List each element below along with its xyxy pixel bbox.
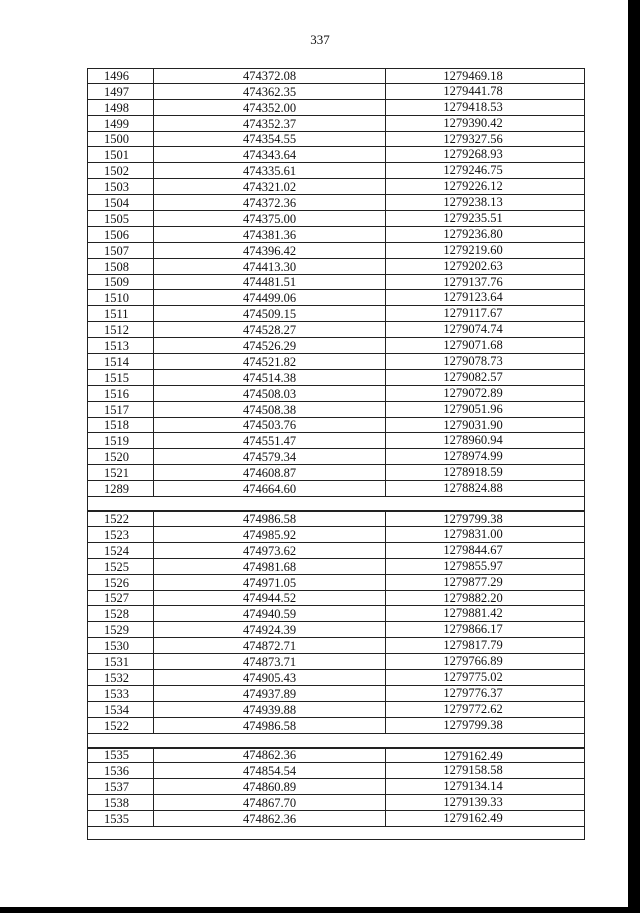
x-coordinate-cell: 474372.08 [154,69,386,83]
point-number-cell: 1508 [88,259,154,274]
point-number-cell: 1499 [88,116,154,131]
y-coordinate-cell: 1279441.78 [443,83,503,98]
x-coordinate-cell: 474867.70 [154,795,386,810]
x-coordinate-cell: 474940.59 [154,606,386,621]
y-coordinate-cell: 1278960.94 [443,433,503,448]
point-number-cell: 1522 [88,718,154,733]
y-coordinate-cell: 1279469.18 [443,69,503,83]
y-coordinate-cell: 1279123.64 [443,290,503,305]
y-coordinate-cell: 1279235.51 [443,211,503,226]
table-section [87,511,585,733]
point-number-cell: 1525 [88,559,154,574]
y-coordinate-cell: 1279799.38 [443,717,503,732]
point-number-cell: 1516 [88,386,154,401]
table-row [87,402,585,418]
x-coordinate-cell: 474352.00 [154,100,386,115]
table-row [87,718,585,734]
y-coordinate-cell: 1279202.63 [443,258,503,273]
y-coordinate-cell: 1279071.68 [443,338,503,353]
x-coordinate-cell: 474854.54 [154,763,386,778]
x-coordinate-cell: 474944.52 [154,591,386,606]
point-number-cell: 1504 [88,195,154,210]
x-coordinate-cell: 474862.36 [154,749,386,763]
point-number-cell: 1505 [88,211,154,226]
table-row [87,354,585,370]
point-number-cell: 1511 [88,306,154,321]
table-row [87,147,585,163]
y-coordinate-cell: 1279117.67 [443,306,503,321]
x-coordinate-cell: 474862.36 [154,811,386,826]
table-row [87,338,585,354]
x-coordinate-cell: 474526.29 [154,338,386,353]
table-row [87,211,585,227]
y-coordinate-cell: 1279855.97 [443,558,503,573]
y-coordinate-cell: 1279776.37 [443,685,503,700]
y-coordinate-cell: 1279162.49 [443,811,503,826]
x-coordinate-cell: 474514.38 [154,370,386,385]
x-coordinate-cell: 474664.60 [154,481,386,496]
point-number-cell: 1531 [88,654,154,669]
y-coordinate-cell: 1279882.20 [443,590,503,605]
y-coordinate-cell: 1279418.53 [443,99,503,114]
table-row [87,638,585,654]
x-coordinate-cell: 474924.39 [154,622,386,637]
x-coordinate-cell: 474551.47 [154,433,386,448]
point-number-cell: 1502 [88,163,154,178]
x-coordinate-cell: 474608.87 [154,465,386,480]
point-number-cell: 1498 [88,100,154,115]
x-coordinate-cell: 474981.68 [154,559,386,574]
table-row [87,116,585,132]
table-row [87,275,585,291]
section-separator-row [87,827,585,840]
y-coordinate-cell: 1279134.14 [443,779,503,794]
table-section [87,748,585,827]
section-separator-row [87,734,585,748]
x-coordinate-cell: 474937.89 [154,686,386,701]
x-coordinate-cell: 474362.35 [154,84,386,99]
x-coordinate-cell: 474352.37 [154,116,386,131]
table-row [87,622,585,638]
table-row [87,559,585,575]
y-coordinate-cell: 1279866.17 [443,622,503,637]
table-row [87,322,585,338]
table-row [87,227,585,243]
y-coordinate-cell: 1279236.80 [443,226,503,241]
point-number-cell: 1506 [88,227,154,242]
table-row [87,290,585,306]
x-coordinate-cell: 474343.64 [154,147,386,162]
point-number-cell: 1524 [88,543,154,558]
table-row [87,84,585,100]
point-number-cell: 1500 [88,132,154,147]
point-number-cell: 1503 [88,179,154,194]
y-coordinate-cell: 1279831.00 [443,526,503,541]
y-coordinate-cell: 1279139.33 [443,795,503,810]
table-row [87,606,585,622]
y-coordinate-cell: 1279226.12 [443,179,503,194]
point-number-cell: 1497 [88,84,154,99]
x-coordinate-cell: 474905.43 [154,670,386,685]
point-number-cell: 1514 [88,354,154,369]
x-coordinate-cell: 474971.05 [154,575,386,590]
x-coordinate-cell: 474986.58 [154,718,386,733]
y-coordinate-cell: 1279775.02 [443,669,503,684]
point-number-cell: 1509 [88,275,154,290]
coordinate-table [87,68,585,840]
table-row [87,511,585,527]
point-number-cell: 1501 [88,147,154,162]
table-row [87,386,585,402]
point-number-cell: 1527 [88,591,154,606]
point-number-cell: 1532 [88,670,154,685]
table-row [87,779,585,795]
y-coordinate-cell: 1279137.76 [443,274,503,289]
y-coordinate-cell: 1278918.59 [443,465,503,480]
point-number-cell: 1517 [88,402,154,417]
x-coordinate-cell: 474939.88 [154,702,386,717]
point-number-cell: 1533 [88,686,154,701]
table-row [87,543,585,559]
point-number-cell: 1538 [88,795,154,810]
x-coordinate-cell: 474528.27 [154,322,386,337]
y-coordinate-cell: 1279877.29 [443,574,503,589]
y-coordinate-cell: 1279074.74 [443,322,503,337]
point-number-cell: 1534 [88,702,154,717]
table-row [87,465,585,481]
table-row [87,195,585,211]
x-coordinate-cell: 474521.82 [154,354,386,369]
point-number-cell: 1289 [88,481,154,496]
x-coordinate-cell: 474973.62 [154,543,386,558]
table-row [87,670,585,686]
point-number-cell: 1537 [88,779,154,794]
x-coordinate-cell: 474985.92 [154,527,386,542]
x-coordinate-cell: 474986.58 [154,512,386,526]
x-coordinate-cell: 474872.71 [154,638,386,653]
x-coordinate-cell: 474354.55 [154,132,386,147]
table-row [87,763,585,779]
table-row [87,370,585,386]
x-coordinate-cell: 474481.51 [154,275,386,290]
x-coordinate-cell: 474873.71 [154,654,386,669]
x-coordinate-cell: 474508.03 [154,386,386,401]
table-row [87,449,585,465]
table-row [87,179,585,195]
table-row [87,259,585,275]
page-number: 337 [310,32,330,47]
table-section [87,68,585,497]
y-coordinate-cell: 1279390.42 [443,115,503,130]
x-coordinate-cell: 474335.61 [154,163,386,178]
point-number-cell: 1530 [88,638,154,653]
table-row [87,591,585,607]
x-coordinate-cell: 474499.06 [154,290,386,305]
y-coordinate-cell: 1279158.58 [443,763,503,778]
x-coordinate-cell: 474372.36 [154,195,386,210]
point-number-cell: 1518 [88,418,154,433]
table-row [87,654,585,670]
y-coordinate-cell: 1279327.56 [443,131,503,146]
point-number-cell: 1523 [88,527,154,542]
table-row [87,811,585,827]
table-row [87,68,585,84]
table-row [87,575,585,591]
y-coordinate-cell: 1279772.62 [443,701,503,716]
x-coordinate-cell: 474375.00 [154,211,386,226]
point-number-cell: 1515 [88,370,154,385]
point-number-cell: 1521 [88,465,154,480]
x-coordinate-cell: 474579.34 [154,449,386,464]
x-coordinate-cell: 474381.36 [154,227,386,242]
y-coordinate-cell: 1279246.75 [443,163,503,178]
point-number-cell: 1496 [88,69,154,83]
table-row [87,686,585,702]
x-coordinate-cell: 474321.02 [154,179,386,194]
y-coordinate-cell: 1279238.13 [443,195,503,210]
table-row [87,132,585,148]
y-coordinate-cell: 1279219.60 [443,242,503,257]
point-number-cell: 1536 [88,763,154,778]
point-number-cell: 1510 [88,290,154,305]
y-coordinate-cell: 1279031.90 [443,417,503,432]
point-number-cell: 1522 [88,512,154,526]
point-number-cell: 1528 [88,606,154,621]
point-number-cell: 1535 [88,811,154,826]
y-coordinate-cell: 1279162.49 [443,748,503,763]
y-coordinate-cell: 1279082.57 [443,369,503,384]
point-number-cell: 1526 [88,575,154,590]
y-coordinate-cell: 1279268.93 [443,147,503,162]
table-row [87,702,585,718]
point-number-cell: 1513 [88,338,154,353]
y-coordinate-cell: 1279072.89 [443,385,503,400]
table-row [87,527,585,543]
x-coordinate-cell: 474509.15 [154,306,386,321]
y-coordinate-cell: 1279051.96 [443,401,503,416]
point-number-cell: 1519 [88,433,154,448]
table-row [87,433,585,449]
table-row [87,795,585,811]
point-number-cell: 1520 [88,449,154,464]
y-coordinate-cell: 1278824.88 [443,481,503,496]
y-coordinate-cell: 1278974.99 [443,449,503,464]
table-row [87,243,585,259]
point-number-cell: 1512 [88,322,154,337]
y-coordinate-cell: 1279881.42 [443,606,503,621]
x-coordinate-cell: 474508.38 [154,402,386,417]
y-coordinate-cell: 1279799.38 [443,512,503,527]
y-coordinate-cell: 1279078.73 [443,354,503,369]
point-number-cell: 1529 [88,622,154,637]
point-number-cell: 1507 [88,243,154,258]
table-row [87,163,585,179]
y-coordinate-cell: 1279766.89 [443,654,503,669]
y-coordinate-cell: 1279817.79 [443,638,503,653]
y-coordinate-cell: 1279844.67 [443,542,503,557]
table-row [87,306,585,322]
section-separator-row [87,497,585,511]
x-coordinate-cell: 474396.42 [154,243,386,258]
table-row [87,481,585,497]
x-coordinate-cell: 474860.89 [154,779,386,794]
table-row [87,100,585,116]
x-coordinate-cell: 474503.76 [154,418,386,433]
table-row [87,748,585,764]
table-row [87,418,585,434]
point-number-cell: 1535 [88,749,154,763]
x-coordinate-cell: 474413.30 [154,259,386,274]
